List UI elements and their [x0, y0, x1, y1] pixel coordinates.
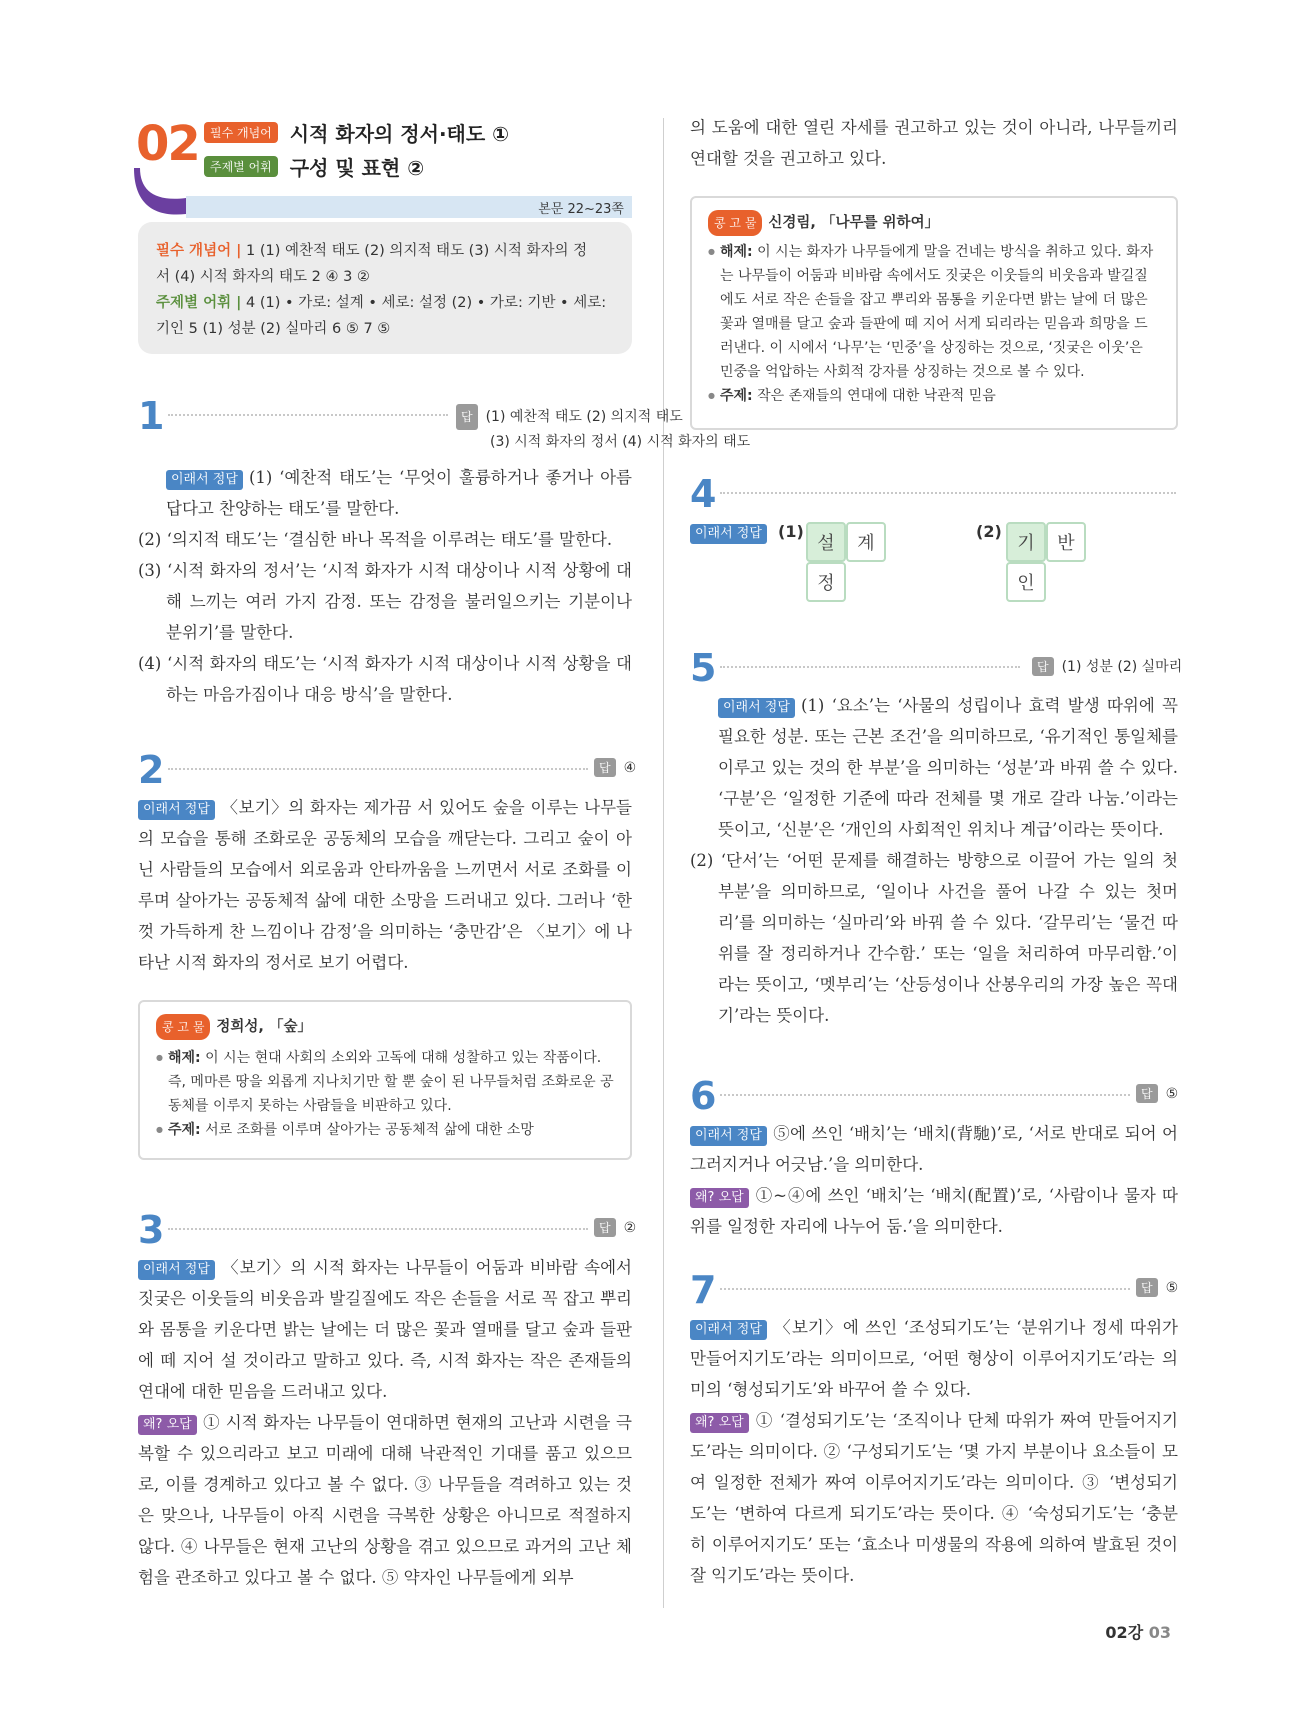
grid-cell: 인	[1006, 562, 1046, 602]
page-reference: 본문 22~23쪽	[538, 202, 624, 217]
summary-key-concept: 필수 개념어 |	[156, 243, 242, 259]
grid-cell: 반	[1046, 522, 1086, 562]
answer-text: ④	[623, 760, 637, 776]
answer-tag: 답	[594, 758, 616, 777]
answer-tag: 답	[1136, 1278, 1158, 1297]
question-7-header	[690, 1268, 1179, 1312]
question-2-explanation	[138, 792, 632, 978]
answer-summary-box	[138, 222, 632, 354]
box-item	[156, 1046, 614, 1118]
explanation-text: 〈보기〉의 화자는 제가끔 서 있어도 숲을 이루는 나무들의 모습을 통해 조화로운 공동체의 모습을 깨닫는다. 그리고 숲이 아닌 사람들의 모습에서 외로움과 안타까움을 느끼면서 서로 조화를 이루며 살아가는 공동체적 삶에 대한 소망을 드러내고 있다. 그러나 ‘한껏 가득하게 찬 느낌이나 감정’을 의미하는 ‘충만감’은 〈보기〉에 나타난 시적 화자의 정서로 보기 어렵다.	[138, 798, 632, 972]
question-number: 1	[138, 394, 165, 438]
dotted-leader	[720, 666, 1020, 668]
explanation-text: ⑤에 쓰인 ‘배치’는 ‘배치(背馳)’로, ‘서로 반대로 되어 어그러지거나 어긋남.’을 의미한다.	[690, 1124, 1178, 1174]
lesson-label: 02강	[1105, 1623, 1144, 1642]
explanation-text: ①~④에 쓰인 ‘배치’는 ‘배치(配置)’로, ‘사람이나 물자 따위를 일정한 자리에 나누어 둠.’을 의미한다.	[690, 1186, 1178, 1236]
question-3-header	[138, 1208, 637, 1252]
summary-line: 서 (4) 시적 화자의 태도 2 ④ 3 ②	[156, 269, 370, 285]
unit-title-2: 구성 및 표현 ②	[289, 156, 425, 180]
explanation-text: 〈보기〉의 시적 화자는 나무들이 어둠과 비바람 속에서 짓궂은 이웃들의 비웃음과 발길질에도 작은 손들을 서로 꼭 잡고 뿌리와 몸통을 키운다면 밝는 날에는 더 많은 꽃과 열매를 달고 숲과 들판에 떼 지어 설 것이라고 말하고 있다. 즉, 시적 화자는 작은 존재들의 연대에 대한 믿음을 드러내고 있다.	[138, 1258, 632, 1401]
question-number: 2	[138, 748, 165, 792]
explanation-text: (4) ‘시적 화자의 태도’는 ‘시적 화자가 시적 대상이나 시적 상황을 대하는 마음가짐이나 대응 방식’을 말한다.	[138, 654, 632, 704]
dotted-leader	[720, 1094, 1130, 1096]
answer-text: ⑤	[1165, 1086, 1179, 1102]
summary-key-vocab: 주제별 어휘 |	[156, 295, 242, 311]
dotted-leader	[720, 492, 1176, 494]
box-label: 해제:	[720, 244, 753, 260]
explanation-text: (1) ‘요소’는 ‘사물의 성립이나 효력 발생 따위에 꼭 필요한 성분. 또는 근본 조건’을 의미하므로, ‘유기적인 통일체를 이루고 있는 것의 한 부분’을 의미하는 ‘성분’과 바꿔 쓸 수 있다. ‘구분’은 ‘일정한 기준에 따라 전체를 몇 개로 갈라 나눔.’이라는 뜻이고, ‘신분’은 ‘개인의 사회적인 위치나 계급’이라는 뜻이다.	[718, 696, 1178, 839]
box-title: 신경림, 「나무를 위하여」	[768, 215, 940, 231]
answer	[1136, 1278, 1178, 1297]
question-3-explanation	[138, 1252, 632, 1593]
reason-tag: 이래서 정답	[138, 1260, 215, 1280]
question-4-answer-row	[690, 522, 804, 544]
question-2-header	[138, 748, 637, 792]
reference-box-q2	[138, 1000, 632, 1160]
grid-cell: 기	[1006, 522, 1046, 562]
answer-text: ②	[623, 1220, 637, 1236]
answer-text: (1) 성분 (2) 실마리	[1061, 659, 1183, 675]
why-tag: 왜? 오답	[138, 1415, 197, 1435]
box-text: 이 시는 화자가 나무들에게 말을 건네는 방식을 취하고 있다. 화자는 나무들이 어둠과 비바람 속에서도 짓궂은 이웃들의 비웃음과 발길질에도 서로 작은 손들을 잡고 뿌리와 몸통을 키운다면 밝는 날에 더 많은 꽃과 열매를 달고 숲과 들판에 떼 지어 서게 되리라는 믿음과 희망을 드러낸다. 이 시에서 ‘나무’는 ‘민중’을 상징하는 것으로, ‘짓궂은 이웃’은 민중을 억압하는 사회적 강자를 상징하는 것으로 볼 수 있다.	[720, 244, 1154, 380]
explanation-text: (2) ‘의지적 태도’는 ‘결심한 바나 목적을 이루려는 태도’를 말한다.	[138, 530, 613, 549]
question-4-header	[690, 472, 1178, 516]
grid-cell: 설	[806, 522, 846, 562]
box-label: 주제:	[168, 1122, 201, 1138]
answer-tag: 답	[456, 404, 478, 430]
unit-swoosh	[134, 168, 194, 218]
question-1-explanation	[138, 462, 632, 710]
explanation-text: ① ‘결성되기도’는 ‘조직이나 단체 따위가 짜여 만들어지기도’라는 의미이다. ② ‘구성되기도’는 ‘몇 가지 부분이나 요소들이 모여 일정한 전체가 짜여 이루어지기도’라는 의미이다. ③ ‘변성되기도’는 ‘변하여 다르게 되기도’라는 뜻이다. ④ ‘숙성되기도’는 ‘충분히 이루어지기도’ 또는 ‘효소나 미생물의 작용에 의하여 발효된 것이 잘 익기도’라는 뜻이다.	[690, 1411, 1178, 1585]
summary-line: 4 (1) • 가로: 설계 • 세로: 설정 (2) • 가로: 기반 • 세로:	[246, 295, 607, 311]
unit-number: 02	[136, 116, 199, 172]
page-number: 03	[1148, 1623, 1171, 1642]
question-7-explanation	[690, 1312, 1178, 1591]
explanation-text: (3) ‘시적 화자의 정서’는 ‘시적 화자가 시적 대상이나 시적 상황에 대해 느끼는 여러 가지 감정. 또는 감정을 불러일으키는 기분이나 분위기’를 말한다.	[138, 561, 632, 642]
box-text: 이 시는 현대 사회의 소외와 고독에 대해 성찰하고 있는 작품이다. 즉, 메마른 땅을 외롭게 지나치기만 할 뿐 숲이 된 나무들처럼 조화로운 공동체를 이루지 못하는 사람들을 비판하고 있다.	[168, 1050, 614, 1114]
answer-text: (1) 예찬적 태도 (2) 의지적 태도	[485, 409, 683, 425]
summary-line: 1 (1) 예찬적 태도 (2) 의지적 태도 (3) 시적 화자의 정	[246, 243, 588, 259]
reference-box-q3	[690, 196, 1178, 430]
question-5-header	[690, 646, 1183, 690]
reason-tag: 이래서 정답	[690, 524, 767, 544]
answer-text: ⑤	[1165, 1280, 1179, 1296]
box-title: 정희성, 「숲」	[216, 1019, 312, 1035]
question-number: 3	[138, 1208, 165, 1252]
tag-concept: 필수 개념어	[204, 122, 278, 143]
box-item	[156, 1118, 614, 1142]
page-footer	[1105, 1620, 1171, 1643]
box-label: 해제:	[168, 1050, 201, 1066]
question-6-header	[690, 1074, 1179, 1118]
question-6-explanation	[690, 1118, 1178, 1242]
tag-vocab: 주제별 어휘	[204, 156, 278, 177]
answer	[1032, 656, 1182, 676]
answer	[594, 758, 636, 777]
explanation-text: 〈보기〉에 쓰인 ‘조성되기도’는 ‘분위기나 정세 따위가 만들어지기도’라는 의미이므로, ‘어떤 형상이 이루어지기도’라는 의미의 ‘형성되기도’와 바꾸어 쓸 수 있다.	[690, 1318, 1178, 1399]
why-tag: 왜? 오답	[690, 1188, 749, 1208]
summary-line: 기인 5 (1) 성분 (2) 실마리 6 ⑤ 7 ⑤	[156, 321, 391, 337]
dotted-leader	[168, 414, 448, 416]
answer-text: (3) 시적 화자의 정서 (4) 시적 화자의 태도	[490, 434, 751, 450]
reason-tag: 이래서 정답	[690, 1126, 767, 1146]
question-number: 6	[690, 1074, 717, 1118]
box-text: 서로 조화를 이루며 살아가는 공동체적 삶에 대한 소망	[205, 1122, 534, 1138]
dotted-leader	[168, 1228, 588, 1230]
answer-tag: 답	[1032, 657, 1054, 676]
question-3-continuation: 의 도움에 대한 열린 자세를 권고하고 있는 것이 아니라, 나무들끼리 연대할 것을 권고하고 있다.	[690, 118, 1178, 168]
reason-tag: 이래서 정답	[138, 800, 215, 820]
dotted-leader	[168, 768, 588, 770]
box-tag: 콩 고 물	[156, 1014, 210, 1040]
column-divider	[663, 118, 664, 1608]
box-tag: 콩 고 물	[708, 210, 762, 236]
part-label: (2)	[976, 522, 1002, 541]
answer-tag: 답	[594, 1218, 616, 1237]
answer	[1136, 1084, 1178, 1103]
box-label: 주제:	[720, 388, 753, 404]
explanation-text: (1) ‘예찬적 태도’는 ‘무엇이 훌륭하거나 좋거나 아름답다고 찬양하는 태도’를 말한다.	[166, 468, 632, 518]
explanation-text: (2) ‘단서’는 ‘어떤 문제를 해결하는 방향으로 이끌어 가는 일의 첫 부분’을 의미하므로, ‘일이나 사건을 풀어 나갈 수 있는 첫머리’를 의미하는 ‘실마리’와 바꿔 쓸 수 있다. ‘갈무리’는 ‘물건 따위를 잘 정리하거나 간수함.’ 또는 ‘일을 처리하여 마무리함.’이라는 뜻이고, ‘멧부리’는 ‘산등성이나 산봉우리의 가장 높은 꼭대기’라는 뜻이다.	[690, 851, 1178, 1025]
grid-cell: 계	[846, 522, 886, 562]
box-text: 작은 존재들의 연대에 대한 낙관적 믿음	[757, 388, 996, 404]
reason-tag: 이래서 정답	[166, 470, 243, 490]
question-number: 5	[690, 646, 717, 690]
part-label: (1)	[778, 522, 804, 541]
box-item	[708, 240, 1160, 384]
explanation-text: ① 시적 화자는 나무들이 연대하면 현재의 고난과 시련을 극복할 수 있으리라고 보고 미래에 대해 낙관적인 기대를 품고 있으므로, 이를 경계하고 있다고 볼 수 없다. ③ 나무들을 격려하고 있는 것은 맞으나, 나무들이 아직 시련을 극복한 상황은 아니므로 적절하지 않다. ④ 나무들은 현재 고난의 상황을 겪고 있으므로 과거의 고난 체험을 관조하고 있다고 볼 수 없다. ⑤ 약자인 나무들에게 외부	[138, 1413, 632, 1587]
reference-bar	[186, 196, 632, 218]
dotted-leader	[720, 1288, 1130, 1290]
reason-tag: 이래서 정답	[718, 698, 795, 718]
grid-cell: 정	[806, 562, 846, 602]
question-number: 4	[690, 472, 717, 516]
why-tag: 왜? 오답	[690, 1413, 749, 1433]
answer	[594, 1218, 636, 1237]
box-item	[708, 384, 1160, 408]
reason-tag: 이래서 정답	[690, 1320, 767, 1340]
answer-tag: 답	[1136, 1084, 1158, 1103]
question-number: 7	[690, 1268, 717, 1312]
question-5-explanation	[690, 690, 1178, 1031]
unit-title-1: 시적 화자의 정서·태도 ①	[289, 122, 510, 146]
